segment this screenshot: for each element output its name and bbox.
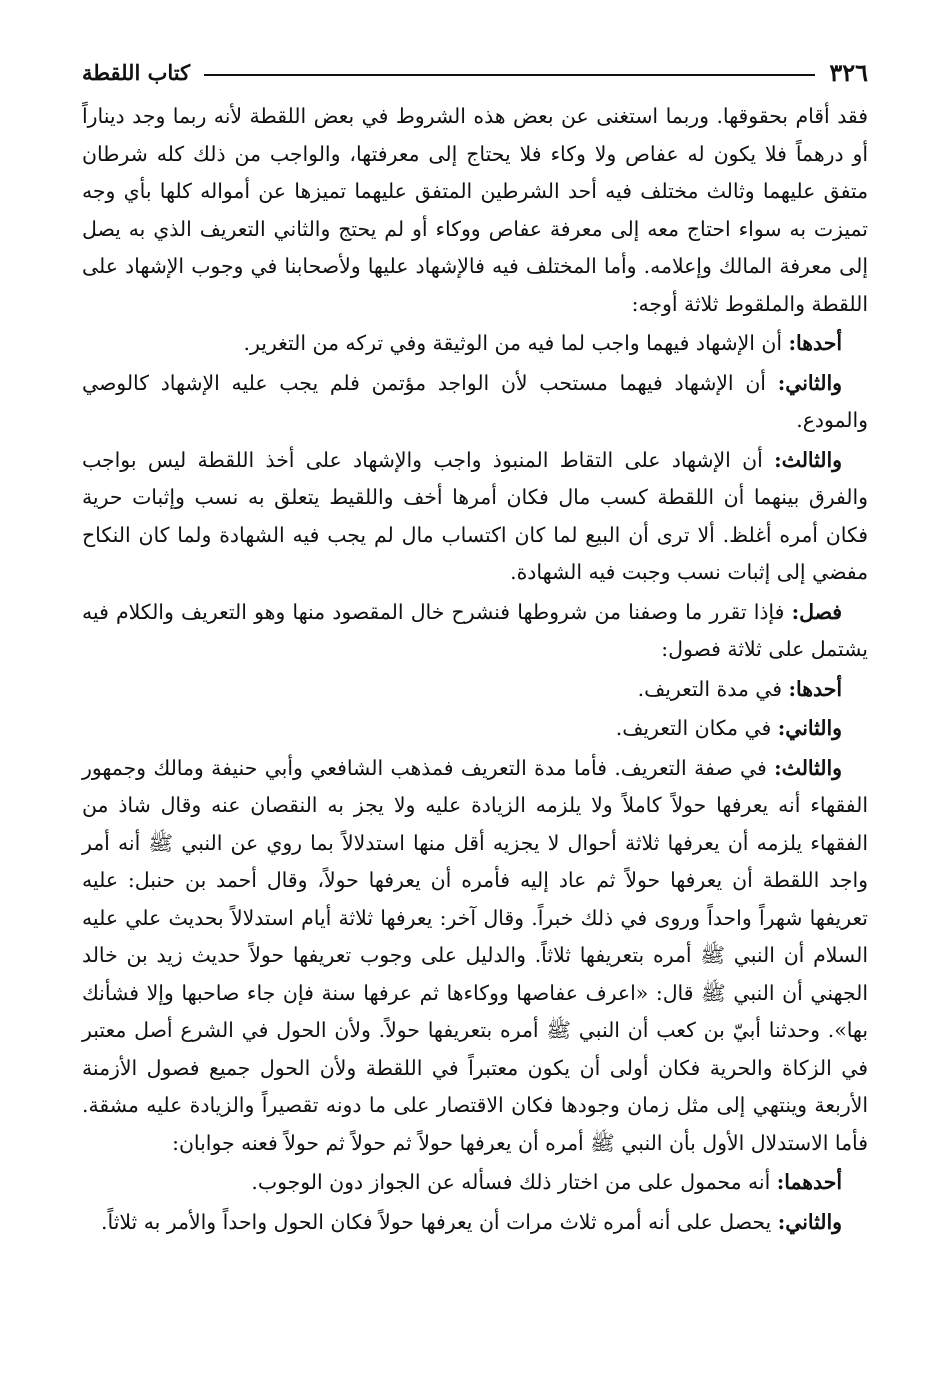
paragraph-text: في صفة التعريف. فأما مدة التعريف فمذهب الشافعي وأبي حنيفة ومالك وجمهور الفقهاء أنه يعرفها حولاً كاملاً ولا يلزمه الزيادة عليه ولا يجز به النقصان عنه وقال شاذ من الفقهاء يلزمه أن يعرفها ثلاثة أحوال لا يجزيه أقل منها استدلالاً بما روي عن النبي ﷺ أنه أمر واجد اللقطة أن يعرفها حولاً ثم عاد إليه فأمره أن يعرفها حولاً، وقال أحمد بن حنبل: عليه تعريفها شهراً واحداً وروى في ذلك خبراً. وقال آخر: يعرفها ثلاثة أيام استدلالاً بحديث علي عليه السلام أن النبي ﷺ أمره بتعريفها ثلاثاً. والدليل على وجوب تعريفها حولاً حديث زيد بن خالد الجهني أن النبي ﷺ قال: «اعرف عفاصها ووكاءها ثم عرفها سنة فإن جاء صاحبها وإلا فشأنك بها». وحدثنا أبيّ بن كعب أن النبي ﷺ أمره بتعريفها حولاً. ولأن الحول في الشرع أصل معتبر في الزكاة والحرية فكان أولى أن يكون معتبراً في اللقطة ولأن الحول جميع فصول الأزمنة الأربعة وينتهي إلى مثل زمان وجودها فكان الاقتصار على ما دونه تقصيراً والزيادة عليه مشقة. فأما الاستدلال الأول بأن النبي ﷺ أمره أن يعرفها حولاً ثم حولاً ثم حولاً فعنه جوابان: — [82, 755, 868, 1155]
paragraph-entry — [82, 325, 868, 363]
paragraph-lead: والثاني: — [777, 1209, 842, 1234]
paragraph-lead: والثالث: — [774, 755, 842, 780]
paragraph-lead: أحدهما: — [776, 1170, 842, 1194]
paragraph-entry — [82, 710, 868, 748]
paragraph-lead: أحدها: — [788, 331, 842, 355]
paragraph-text: في مكان التعريف. — [615, 716, 778, 740]
paragraph-text: أن الإشهاد فيهما مستحب لأن الواجد مؤتمن فلم يجب عليه الإشهاد كالوصي والمودع. — [82, 370, 868, 432]
paragraph-text: أنه محمول على من اختار ذلك فسأله عن الجواز دون الوجوب. — [251, 1170, 777, 1194]
paragraph-intro — [82, 98, 868, 323]
paragraph-entry — [82, 671, 868, 709]
paragraph-entry — [82, 750, 868, 1163]
paragraph-text: في مدة التعريف. — [637, 676, 789, 701]
running-title: كتاب اللقطة — [82, 59, 191, 85]
paragraph-text: فإذا تقرر ما وصفنا من شروطها فنشرح خال المقصود منها وهو التعريف والكلام فيه يشتمل على ثلاثة فصول: — [82, 599, 868, 661]
paragraph-entry — [82, 442, 868, 592]
paragraph-text: فقد أقام بحقوقها. وربما استغنى عن بعض هذه الشروط في بعض اللقطة لأنه ربما وجد ديناراً أو درهماً فلا يكون له عفاص ولا وكاء فلا يحتاج إلى معرفتها، والواجب من ذلك كله شرطان متفق عليهما وثالث مختلف فيه أحد الشرطين المتفق عليهما تميزها عن أمواله كلها بأي وجه تميزت به سواء احتاج معه إلى معرفة عفاص ووكاء أو لم يحتج والثاني التعريف الذي به يصل إلى معرفة المالك وإعلامه. وأما المختلف فيه فالإشهاد عليها ولأصحابنا في وجوب الإشهاد على اللقطة والملقوط ثلاثة أوجه: — [82, 104, 868, 316]
paragraph-text: أن الإشهاد على التقاط المنبوذ واجب والإشهاد على أخذ اللقطة ليس بواجب والفرق بينهما أن اللقطة كسب مال فكان أمرها أخف واللقيط يتعلق به نسب وإثبات حرية فكان أمره أغلظ. ألا ترى أن البيع لما كان اكتساب مال لم يجب فيه الشهادة ولما كان النكاح مفضي إلى إثبات نسب وجبت فيه الشهادة. — [82, 447, 868, 584]
paragraph-section — [82, 594, 868, 669]
header-rule — [204, 74, 815, 76]
paragraph-lead: والثالث: — [774, 447, 842, 472]
paragraph-lead: أحدها: — [788, 676, 842, 701]
paragraph-lead: والثاني: — [777, 370, 842, 395]
paragraph-text: أن الإشهاد فيهما واجب لما فيه من الوثيقة وفي تركه من التغرير. — [243, 331, 789, 355]
paragraph-entry — [82, 365, 868, 440]
paragraph-entry — [82, 1164, 868, 1202]
paragraph-text: يحصل على أنه أمره ثلاث مرات أن يعرفها حولاً فكان الحول واحداً والأمر به ثلاثاً. — [101, 1209, 778, 1234]
paragraph-lead: فصل: — [791, 599, 842, 624]
paragraph-entry — [82, 1204, 868, 1242]
page-header — [82, 52, 868, 92]
paragraph-lead: والثاني: — [777, 716, 842, 740]
page-number: ٣٢٦ — [829, 57, 868, 87]
book-page — [82, 52, 868, 1356]
page-body — [82, 98, 868, 1241]
